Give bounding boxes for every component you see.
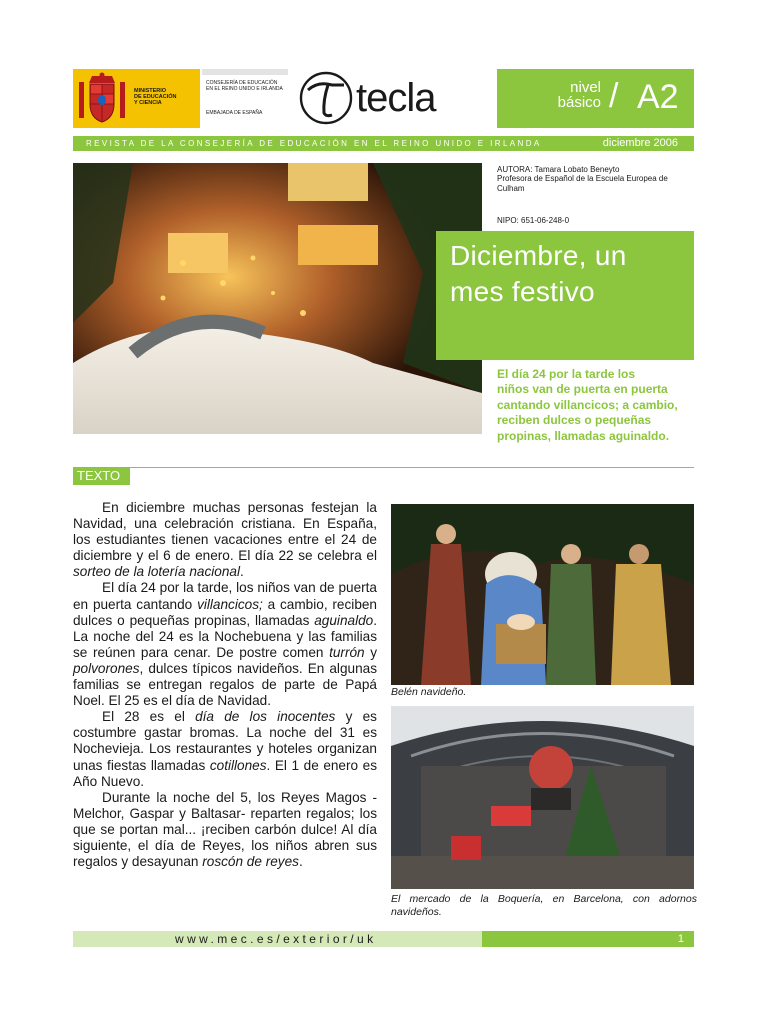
council-name: CONSEJERÍA DE EDUCACIÓN EN EL REINO UNIDO E IRLANDA <box>206 80 283 92</box>
coat-of-arms-icon <box>76 72 128 126</box>
boqueria-market-photo <box>391 706 694 889</box>
footer-accent <box>482 931 694 947</box>
article-paragraph: El 28 es el día de los inocentes y es costumbre gastar bromas. La noche del 31 es Nochevieja. Los restaurantes y hoteles organizan unas fiestas llamadas cotillones. El 1 de enero es Año Nuevo. <box>73 709 378 789</box>
author-name: AUTORA: Tamara Lobato Beneyto <box>497 165 620 174</box>
author-info <box>497 165 697 193</box>
section-label: TEXTO <box>73 467 130 485</box>
article-paragraph: En diciembre muchas personas festejan la Navidad, una celebración cristiana. En España, los estudiantes tienen vacaciones entre el 24 de diciembre y el 6 de enero. El día 22 se celebra el sorteo de la lotería nacional. <box>73 500 377 580</box>
nativity-scene-photo <box>391 504 694 685</box>
christmas-village-photo <box>73 163 482 434</box>
level-code: A2 <box>637 78 679 116</box>
embassy-name: EMBAJADA DE ESPAÑA <box>206 110 263 116</box>
article-body <box>73 500 377 870</box>
tecla-logo-icon <box>298 70 354 126</box>
level-label: nivel básico <box>557 79 601 111</box>
level-separator: / <box>609 77 619 115</box>
author-role: Profesora de Español de la Escuela Europea de Culham <box>497 174 668 193</box>
article-lead: El día 24 por la tarde los niños van de puerta en puerta cantando villancicos; a cambio, reciben dulces o pequeñas propinas, llamadas aguinaldo. <box>497 367 678 443</box>
page-number: 1 <box>677 933 684 945</box>
footer-url-link[interactable]: www.mec.es/exterior/uk <box>175 932 377 946</box>
issue-date: diciembre 2006 <box>602 137 678 149</box>
article-paragraph: El día 24 por la tarde, los niños van de puerta en puerta cantando villancicos; a cambio, reciben dulces o pequeñas propinas, llamadas aguinaldo. La noche del 24 es la Nochebuena y las familias se reúnen para cenar. De postre comen turrón y polvorones, dulces típicos navideños. En algunas familias se entregan regalos de parte de Papá Noel. El 25 es el día de Navidad. <box>73 580 377 709</box>
nativity-caption: Belén navideño. <box>391 686 467 698</box>
magazine-logo-text: tecla <box>356 76 436 120</box>
market-caption: El mercado de la Boquería, en Barcelona, con adornos navideños. <box>391 893 697 918</box>
article-paragraph: Durante la noche del 5, los Reyes Magos -Melchor, Gaspar y Baltasar- reparten regalos; los que se portan mal... ¡reciben carbón dulce! Al día siguiente, el día de Reyes, los niños abren sus regalos y desayunan roscón de reyes. <box>73 789 377 870</box>
nipo-code: NIPO: 651-06-248-0 <box>497 216 570 225</box>
header-divider <box>202 69 288 75</box>
article-title: Diciembre, un mes festivo <box>450 240 627 307</box>
section-divider <box>73 467 694 468</box>
ministry-name: MINISTERIO DE EDUCACIÓN Y CIENCIA <box>134 88 177 107</box>
masthead-text: REVISTA DE LA CONSEJERÍA DE EDUCACIÓN EN EL REINO UNIDO E IRLANDA <box>86 139 542 148</box>
